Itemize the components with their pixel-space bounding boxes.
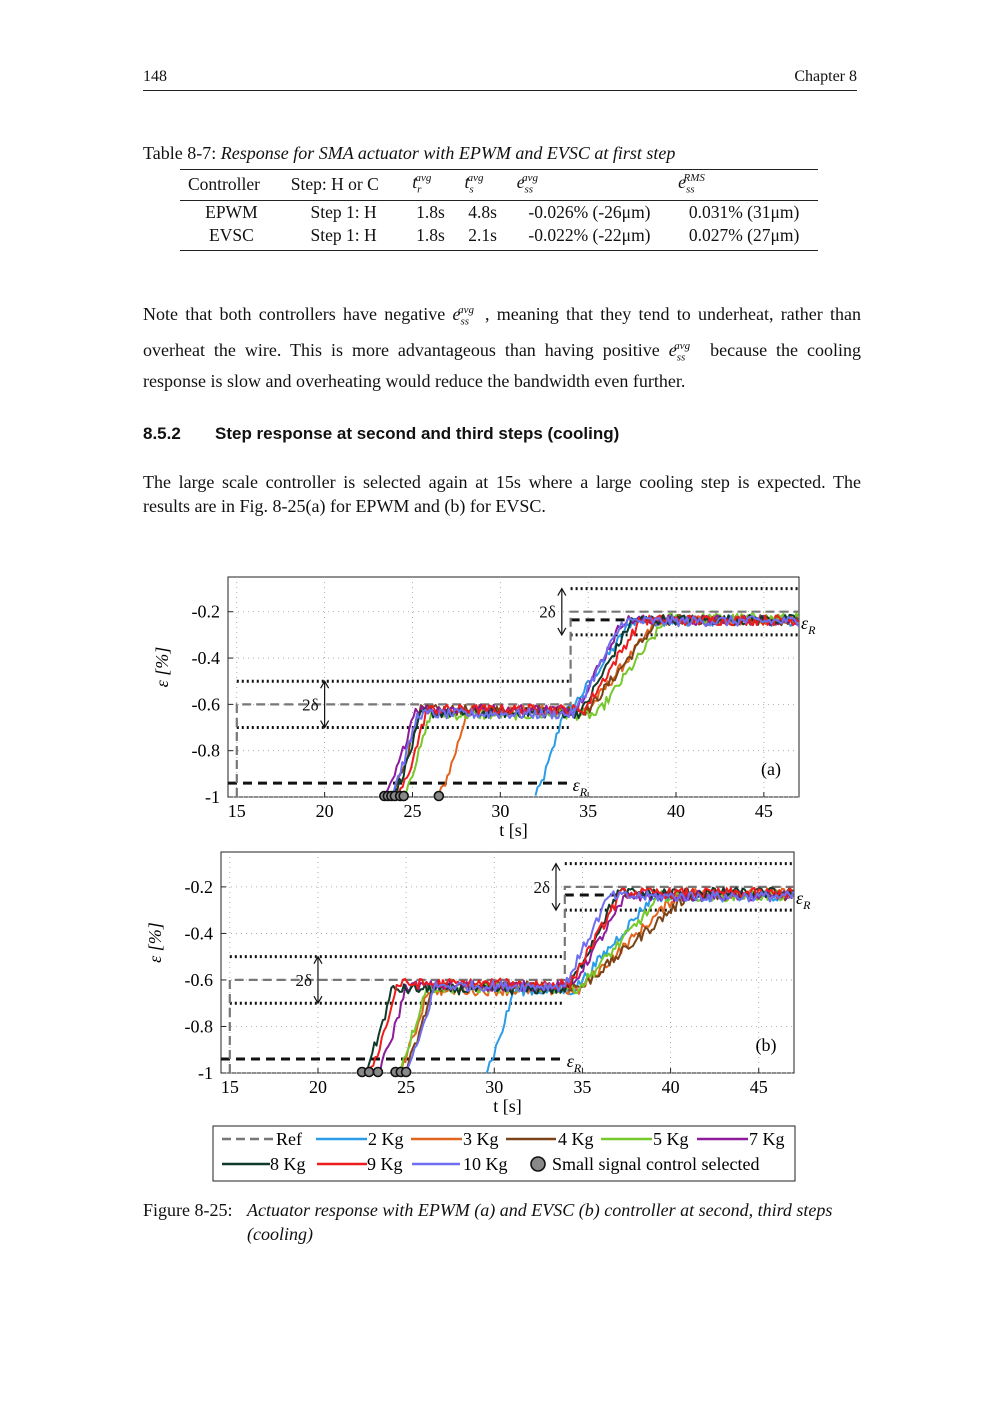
x-tick-label: 15 [227, 801, 246, 821]
y-tick-label: -1 [205, 787, 220, 807]
x-tick-label: 30 [491, 801, 510, 821]
table-header-cell: $e_{ss}^{avg}$ [509, 170, 670, 201]
plot-area [221, 852, 794, 1076]
table-caption [143, 143, 675, 164]
paragraph-text: because the cooling response is slow and overheating would reduce the bandwidth even further. [143, 339, 861, 392]
panel-label: (a) [761, 759, 781, 780]
y-tick-label: -0.2 [184, 876, 213, 897]
table-header-cell: $e_{ss}^{RMS}$ [670, 170, 818, 201]
legend-label: 3 Kg [463, 1129, 499, 1149]
small-signal-marker [402, 1068, 411, 1077]
x-tick-label: 40 [667, 801, 686, 821]
math-symbol: $e_{ss}^{avg}$ [668, 339, 691, 364]
y-tick-label: -1 [198, 1063, 213, 1083]
epsilon-r-label: $\varepsilon_R$ [796, 888, 811, 913]
small-signal-marker [373, 1068, 382, 1077]
epsilon-r-subscript: R [579, 785, 588, 800]
legend-label: 2 Kg [368, 1129, 404, 1149]
table-cell: 0.031% (31μm) [688, 202, 800, 222]
section-heading [143, 424, 619, 444]
table-header-cell: $t_s^{avg}$ [457, 170, 509, 201]
table-cell: 0.027% (27μm) [670, 224, 818, 251]
delta-label: 2δ [302, 695, 319, 715]
x-tick-label: 45 [749, 1077, 768, 1097]
chart-panel-b [145, 852, 811, 1116]
table-header-cell: $t_r^{avg}$ [404, 170, 456, 201]
y-axis-label: ε [%] [145, 922, 165, 963]
x-tick-label: 20 [315, 801, 334, 821]
section-number: 8.5.2 [143, 424, 181, 443]
x-tick-label: 45 [754, 801, 773, 821]
y-tick-label: -0.8 [191, 740, 220, 761]
y-tick-label: -0.6 [184, 969, 213, 990]
panel-label: (b) [755, 1035, 777, 1056]
small-signal-marker [434, 792, 443, 801]
x-axis-label: t [s] [499, 820, 528, 840]
body-paragraph: The large scale controller is selected again at 15s where a large cooling step is expected. The results are in Fig. 8-25(a) for EPWM and (b) for EVSC. [143, 472, 861, 516]
paragraph-text: Note that both controllers have negative [143, 304, 446, 324]
table-cell: Step 1: H [310, 202, 377, 222]
plot-area [228, 577, 799, 800]
x-tick-label: 15 [220, 1077, 239, 1097]
table-cell: Step 1: H [283, 224, 405, 251]
table-cell: EPWM [205, 202, 258, 222]
table-cell: -0.026% (-26μm) [528, 202, 651, 222]
table-row [180, 224, 818, 251]
table-cell: 2.1s [457, 224, 509, 251]
legend-label: 7 Kg [749, 1129, 785, 1149]
table-header-row [180, 170, 818, 201]
figure-caption-label: Figure 8-25: [143, 1200, 233, 1220]
chart-panel-a [152, 577, 816, 840]
legend-label: Ref [276, 1129, 302, 1149]
x-axis-label: t [s] [493, 1096, 522, 1116]
table-row [180, 201, 818, 225]
table-caption-text: Response for SMA actuator with EPWM and EVSC at first step [220, 143, 676, 163]
figure-caption-text: Actuator response with EPWM (a) and EVSC (b) controller at second, third steps (cooling) [247, 1200, 833, 1244]
delta-label: 2δ [533, 877, 550, 897]
table-cell: 1.8s [404, 224, 456, 251]
results-table [180, 169, 818, 251]
legend-label: 8 Kg [270, 1154, 306, 1174]
legend-marker [531, 1157, 545, 1171]
small-signal-marker [365, 1068, 374, 1077]
x-tick-label: 20 [308, 1077, 327, 1097]
page-number: 148 [143, 68, 167, 85]
legend-label: 10 Kg [463, 1154, 508, 1174]
paragraph-text: , meaning that they tend to underheat, rather than overheat the wire. This is more advantageous than having positive [143, 304, 862, 360]
x-tick-label: 25 [397, 1077, 416, 1097]
table-cell: EVSC [180, 224, 283, 251]
delta-label: 2δ [539, 602, 556, 622]
x-tick-label: 40 [661, 1077, 680, 1097]
page-header [143, 68, 857, 91]
y-tick-label: -0.4 [191, 648, 220, 669]
epsilon-r-subscript: R [808, 622, 816, 637]
legend-marker-label: Small signal control selected [552, 1154, 760, 1174]
section-title: Step response at second and third steps (cooling) [215, 424, 620, 443]
epsilon-r-subscript: R [803, 898, 811, 913]
table-header-cell: Controller [180, 170, 283, 201]
y-tick-label: -0.8 [184, 1016, 213, 1037]
epsilon-r-subscript: R [573, 1061, 582, 1076]
y-tick-label: -0.2 [191, 601, 220, 622]
legend-label: 5 Kg [653, 1129, 689, 1149]
legend [213, 1126, 795, 1181]
y-tick-label: -0.6 [191, 694, 220, 715]
epsilon-r-label: $\varepsilon_R$ [801, 612, 816, 637]
table-cell: -0.022% (-22μm) [509, 224, 670, 251]
table-cell: 1.8s [416, 202, 445, 222]
math-symbol: $e_{ss}^{avg}$ [452, 304, 474, 328]
epsilon-r-label: $\varepsilon_R$ [566, 1051, 582, 1076]
y-tick-label: -0.4 [184, 923, 213, 944]
table-caption-label: Table 8-7: [143, 143, 217, 163]
figure-8-25 [0, 560, 1000, 1190]
legend-label: 9 Kg [367, 1154, 403, 1174]
small-signal-marker [399, 792, 408, 801]
epsilon-r-label: $\varepsilon_R$ [572, 775, 588, 800]
table-header-cell: Step: H or C [283, 170, 405, 201]
x-tick-label: 30 [485, 1077, 504, 1097]
table-cell: 4.8s [468, 202, 497, 222]
y-axis-label: ε [%] [152, 646, 172, 688]
x-tick-label: 25 [403, 801, 422, 821]
x-tick-label: 35 [579, 801, 598, 821]
chapter-label: Chapter 8 [794, 68, 857, 85]
delta-label: 2δ [295, 970, 312, 990]
legend-label: 4 Kg [558, 1129, 594, 1149]
body-paragraph [143, 298, 861, 393]
x-tick-label: 35 [573, 1077, 592, 1097]
